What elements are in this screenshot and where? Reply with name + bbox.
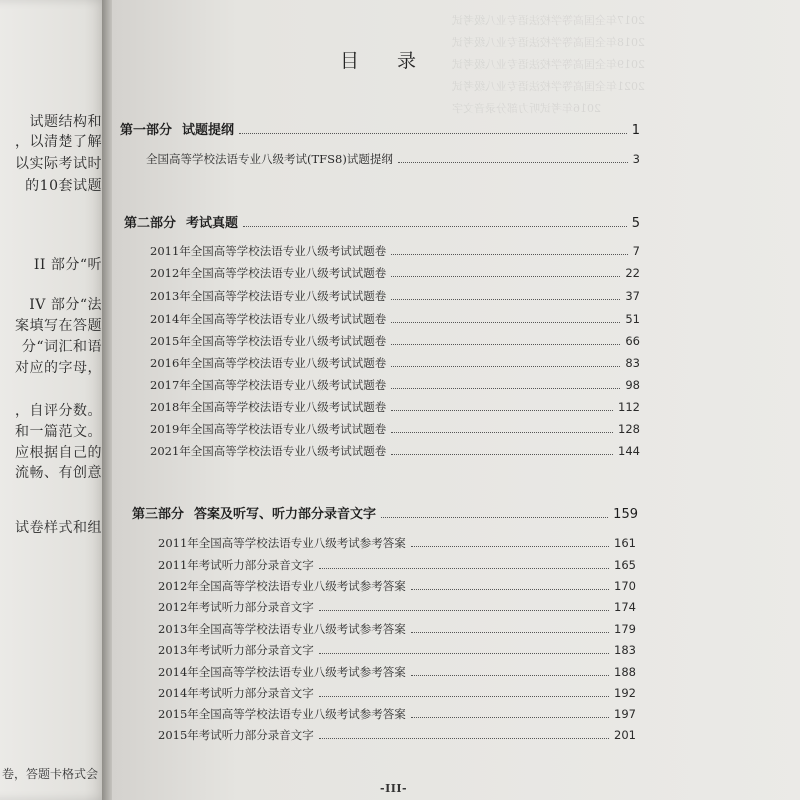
page-number: 5 xyxy=(631,216,640,231)
toc-entry[interactable] xyxy=(158,535,636,551)
page-number: 174 xyxy=(614,600,636,614)
page-number: 188 xyxy=(614,665,636,679)
toc-entry[interactable] xyxy=(158,599,636,615)
show-through-text: 2018年全国高等学校法语专业八级考试 xyxy=(452,36,645,49)
page-number: 179 xyxy=(614,622,636,636)
entry-title: 2012年考试听力部分录音文字 xyxy=(158,600,314,614)
page-number: 3 xyxy=(632,152,640,166)
left-page-line: 和一篇范文。 xyxy=(15,424,102,440)
toc-entry[interactable] xyxy=(150,443,640,459)
toc-entry[interactable] xyxy=(158,706,636,722)
page-number: 128 xyxy=(618,422,640,436)
left-page-line: IV 部分“法 xyxy=(29,297,102,313)
entry-title: 2014年全国高等学校法语专业八级考试参考答案 xyxy=(158,665,406,679)
toc-entry[interactable] xyxy=(158,664,636,680)
toc-entry[interactable] xyxy=(158,578,636,594)
left-page-line: ，自评分数。 xyxy=(15,403,102,419)
left-page-line: 的10套试题 xyxy=(25,178,102,194)
page-number: 22 xyxy=(625,266,640,280)
left-page-footer: 卷，答题卡格式会 xyxy=(2,767,99,781)
page-number: 98 xyxy=(625,378,640,392)
left-page-line: 以实际考试时 xyxy=(15,156,102,172)
page-number: 183 xyxy=(614,643,636,657)
entry-title: 2015年全国高等学校法语专业八级考试试题卷 xyxy=(150,334,387,348)
entry-title: 2011年考试听力部分录音文字 xyxy=(158,558,314,572)
toc-part-3[interactable] xyxy=(132,503,638,522)
left-page-line: 案填写在答题 xyxy=(15,318,102,334)
entry-title: 2012年全国高等学校法语专业八级考试参考答案 xyxy=(158,579,406,593)
dot-leader xyxy=(319,610,609,611)
toc-part-1[interactable] xyxy=(120,119,640,138)
dot-leader xyxy=(391,322,620,323)
dot-leader xyxy=(391,254,627,255)
dot-leader xyxy=(398,162,628,163)
toc-entry[interactable] xyxy=(150,333,640,349)
part-title: 试题提纲 xyxy=(182,123,235,138)
part-label: 第二部分 xyxy=(124,216,177,231)
page-folio: -III- xyxy=(380,782,408,795)
dot-leader xyxy=(391,299,620,300)
entry-title: 2014年考试听力部分录音文字 xyxy=(158,686,314,700)
show-through-text: 2017年全国高等学校法语专业八级考试 xyxy=(452,14,645,27)
page-number: 161 xyxy=(614,536,636,550)
left-page-line: 试卷样式和组 xyxy=(15,520,102,536)
part-label: 第一部分 xyxy=(120,123,173,138)
entry-title: 2013年全国高等学校法语专业八级考试试题卷 xyxy=(150,289,387,303)
page-number: 1 xyxy=(631,123,640,138)
page-number: 66 xyxy=(625,334,640,348)
entry-title: 2011年全国高等学校法语专业八级考试参考答案 xyxy=(158,536,406,550)
page-number: 201 xyxy=(614,728,636,742)
toc-entry[interactable] xyxy=(150,265,640,281)
page-number: 159 xyxy=(613,507,638,522)
toc-entry[interactable] xyxy=(150,421,640,437)
dot-leader xyxy=(391,366,620,367)
page-number: 165 xyxy=(614,558,636,572)
left-page-line: 试题结构和 xyxy=(29,114,102,130)
dot-leader xyxy=(411,675,609,676)
toc-entry[interactable] xyxy=(158,685,636,701)
dot-leader xyxy=(243,226,627,227)
dot-leader xyxy=(411,632,609,633)
toc-entry[interactable] xyxy=(158,642,636,658)
left-page xyxy=(0,0,108,800)
left-page-line: ，以清楚了解 xyxy=(15,134,102,150)
dot-leader xyxy=(319,653,609,654)
toc-entry[interactable] xyxy=(150,288,640,304)
entry-title: 2013年全国高等学校法语专业八级考试参考答案 xyxy=(158,622,406,636)
page-number: 170 xyxy=(614,579,636,593)
entry-title: 2019年全国高等学校法语专业八级考试试题卷 xyxy=(150,422,387,436)
show-through-text: 2021年全国高等学校法语专业八级考试 xyxy=(452,80,645,93)
left-page-line: II 部分“听 xyxy=(33,257,102,273)
dot-leader xyxy=(391,344,620,345)
toc-entry[interactable] xyxy=(150,355,640,371)
entry-title: 全国高等学校法语专业八级考试(TFS8)试题提纲 xyxy=(146,152,393,166)
entry-title: 2013年考试听力部分录音文字 xyxy=(158,643,314,657)
dot-leader xyxy=(411,546,609,547)
dot-leader xyxy=(319,696,609,697)
entry-title: 2016年全国高等学校法语专业八级考试试题卷 xyxy=(150,356,387,370)
part-title: 考试真题 xyxy=(186,216,239,231)
dot-leader xyxy=(319,738,609,739)
left-page-line: 流畅、有创意 xyxy=(15,465,102,481)
toc-page xyxy=(112,0,800,800)
show-through-text: 2019年全国高等学校法语专业八级考试 xyxy=(452,58,645,71)
part-label: 第三部分 xyxy=(132,507,185,522)
toc-entry[interactable] xyxy=(150,243,640,259)
toc-entry[interactable] xyxy=(146,151,640,167)
entry-title: 2015年考试听力部分录音文字 xyxy=(158,728,314,742)
toc-entry[interactable] xyxy=(150,377,640,393)
entry-title: 2014年全国高等学校法语专业八级考试试题卷 xyxy=(150,312,387,326)
entry-title: 2011年全国高等学校法语专业八级考试试题卷 xyxy=(150,244,387,258)
page-number: 51 xyxy=(625,312,640,326)
toc-title: 目 录 xyxy=(340,50,433,72)
dot-leader xyxy=(391,454,613,455)
page-number: 144 xyxy=(618,444,640,458)
dot-leader xyxy=(391,276,620,277)
toc-entry[interactable] xyxy=(158,727,636,743)
toc-entry[interactable] xyxy=(158,557,636,573)
dot-leader xyxy=(411,589,609,590)
dot-leader xyxy=(411,717,609,718)
toc-entry[interactable] xyxy=(158,621,636,637)
dot-leader xyxy=(391,410,613,411)
page-number: 112 xyxy=(618,400,640,414)
toc-part-2[interactable] xyxy=(124,212,640,231)
dot-leader xyxy=(381,517,608,518)
entry-title: 2012年全国高等学校法语专业八级考试试题卷 xyxy=(150,266,387,280)
page-number: 7 xyxy=(632,244,640,258)
dot-leader xyxy=(391,432,613,433)
left-page-line: 应根据自己的 xyxy=(15,445,102,461)
dot-leader xyxy=(319,568,609,569)
page-number: 83 xyxy=(625,356,640,370)
page-number: 37 xyxy=(625,289,640,303)
entry-title: 2021年全国高等学校法语专业八级考试试题卷 xyxy=(150,444,387,458)
entry-title: 2017年全国高等学校法语专业八级考试试题卷 xyxy=(150,378,387,392)
toc-entry[interactable] xyxy=(150,311,640,327)
entry-title: 2018年全国高等学校法语专业八级考试试题卷 xyxy=(150,400,387,414)
toc-entry[interactable] xyxy=(150,399,640,415)
entry-title: 2015年全国高等学校法语专业八级考试参考答案 xyxy=(158,707,406,721)
dot-leader xyxy=(391,388,620,389)
part-title: 答案及听写、听力部分录音文字 xyxy=(194,507,377,522)
left-page-line: 分“词汇和语 xyxy=(21,339,102,355)
page-number: 197 xyxy=(614,707,636,721)
show-through-text: 2016年考试听力部分录音文字 xyxy=(452,102,601,115)
left-page-line: 对应的字母， xyxy=(15,360,102,376)
dot-leader xyxy=(239,133,627,134)
page-number: 192 xyxy=(614,686,636,700)
